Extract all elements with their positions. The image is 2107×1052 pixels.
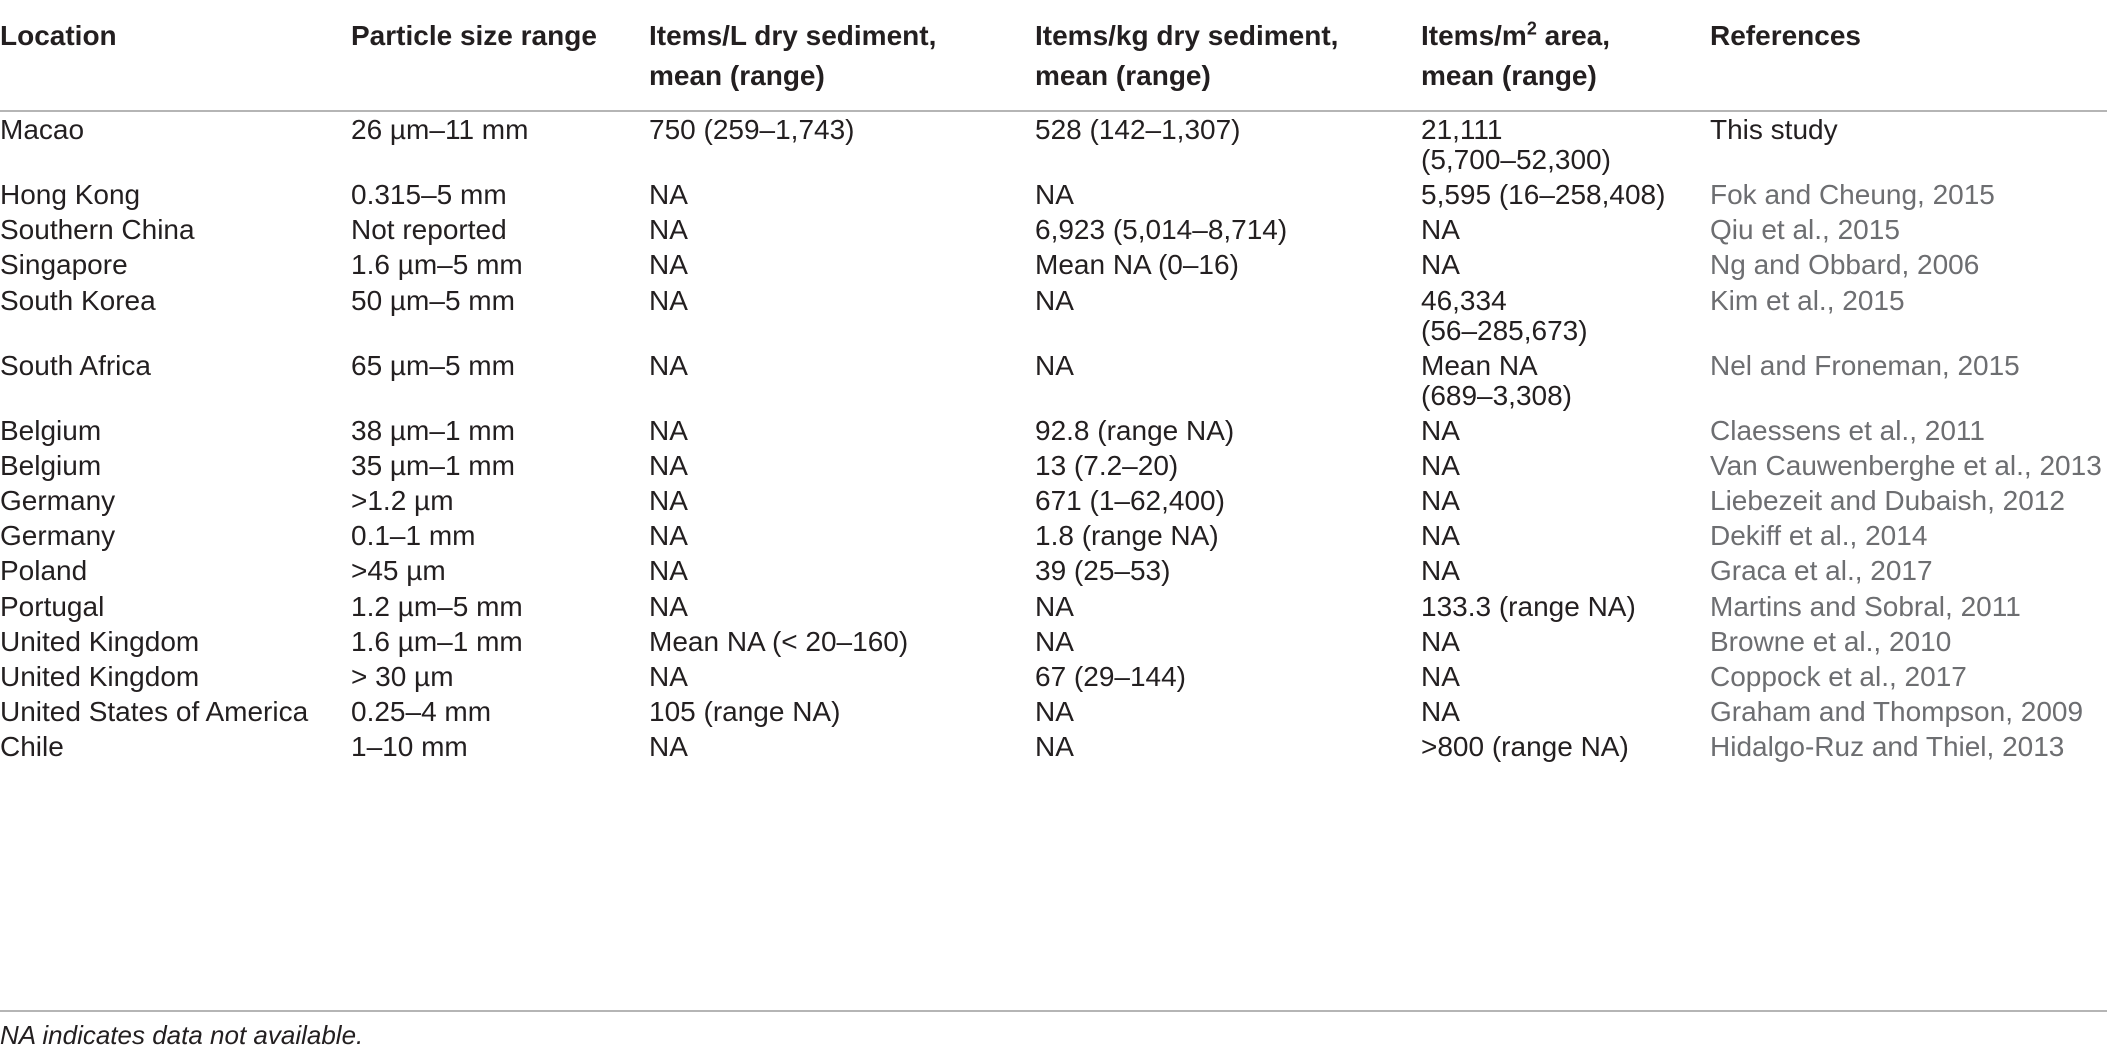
cell-items-per-m2-line2: (56–285,673) (1421, 314, 1588, 346)
cell-items-per-l: NA (649, 414, 688, 446)
cell-reference: Fok and Cheung, 2015 (1710, 179, 1995, 210)
cell-location: Portugal (0, 590, 105, 622)
cell-items-per-m2: NA (1421, 249, 1460, 281)
cell-items-per-m2: 5,595 (16–258,408) (1421, 179, 1666, 210)
cell-particle-size: 0.1–1 mm (351, 520, 476, 552)
cell-items-per-m2: NA (1421, 555, 1460, 587)
cell-items-per-m2-line1: Mean NA (1421, 349, 1538, 381)
cell-particle-size: 38 µm–1 mm (351, 414, 515, 446)
table-row (0, 175, 2107, 210)
cell-items-per-kg: 671 (1–62,400) (1035, 485, 1225, 516)
cell-location: Southern China (0, 214, 195, 246)
cell-items-per-m2-line1: 46,334 (1421, 284, 1507, 316)
cell-items-per-kg: Mean NA (0–16) (1035, 249, 1239, 281)
cell-items-per-m2-line1: 21,111 (1421, 114, 1503, 145)
cell-items-per-kg: NA (1035, 349, 1074, 381)
cell-items-per-kg: NA (1035, 590, 1074, 622)
cell-items-per-m2-line2: (689–3,308) (1421, 379, 1573, 411)
table-row (0, 245, 2107, 280)
table-row (0, 516, 2107, 551)
table-row (0, 210, 2107, 245)
cell-items-per-kg: NA (1035, 179, 1074, 210)
header-items-per-l-line2: mean (range) (649, 60, 825, 91)
cell-reference: Dekiff et al., 2014 (1710, 520, 1928, 552)
table-row (0, 446, 2107, 481)
cell-items-per-m2: NA (1421, 520, 1460, 552)
cell-reference: Qiu et al., 2015 (1710, 214, 1900, 246)
table-header-row (0, 0, 2107, 114)
cell-items-per-l: NA (649, 214, 688, 246)
header-items-per-kg-line2: mean (range) (1035, 60, 1211, 91)
header-location: Location (0, 20, 117, 51)
cell-reference: Ng and Obbard, 2006 (1710, 249, 1980, 281)
table-row (0, 692, 2107, 727)
cell-location: Germany (0, 485, 116, 516)
cell-reference: Graca et al., 2017 (1710, 555, 1933, 587)
table-bottom-divider (0, 1010, 2107, 1012)
table-row (0, 110, 2107, 175)
cell-items-per-kg: NA (1035, 731, 1074, 763)
cell-reference: Coppock et al., 2017 (1710, 661, 1967, 692)
cell-reference: Van Cauwenberghe et al., 2013 (1710, 449, 2102, 481)
header-items-per-m2-line2: mean (range) (1421, 60, 1597, 91)
table-row (0, 551, 2107, 586)
cell-items-per-m2: NA (1421, 214, 1460, 246)
cell-location: Belgium (0, 449, 102, 481)
cell-reference: Kim et al., 2015 (1710, 284, 1905, 316)
cell-reference: This study (1710, 114, 1838, 145)
cell-particle-size: >45 µm (351, 555, 446, 587)
header-particle-size: Particle size range (351, 20, 597, 51)
table-footnote: NA indicates data not available. (0, 1020, 364, 1050)
cell-reference: Liebezeit and Dubaish, 2012 (1710, 485, 2065, 516)
cell-reference: Claessens et al., 2011 (1710, 414, 1985, 446)
cell-particle-size: 65 µm–5 mm (351, 349, 515, 381)
cell-items-per-l: NA (649, 731, 688, 763)
cell-reference: Martins and Sobral, 2011 (1710, 590, 2021, 622)
cell-items-per-l: NA (649, 284, 688, 316)
cell-items-per-m2-line2: (5,700–52,300) (1421, 144, 1611, 175)
cell-items-per-l: NA (649, 349, 688, 381)
header-items-per-kg-line1: Items/kg dry sediment, (1035, 20, 1339, 51)
cell-items-per-kg: 13 (7.2–20) (1035, 449, 1179, 481)
table-row (0, 346, 2107, 411)
cell-items-per-kg: NA (1035, 696, 1074, 728)
table-row (0, 281, 2107, 346)
header-items-per-l-line1: Items/L dry sediment, (649, 20, 937, 51)
cell-location: Germany (0, 520, 116, 552)
header-items-per-m2-suffix: area, (1536, 20, 1611, 51)
header-items-per-kg (1035, 16, 1338, 96)
cell-items-per-kg: 528 (142–1,307) (1035, 114, 1241, 145)
header-items-per-m2-prefix: Items/m (1421, 20, 1527, 51)
cell-items-per-l: Mean NA (< 20–160) (649, 625, 909, 657)
cell-location: United Kingdom (0, 661, 200, 692)
cell-items-per-l: NA (649, 249, 688, 281)
table-row (0, 657, 2107, 692)
cell-location: South Korea (0, 284, 156, 316)
cell-items-per-l: NA (649, 555, 688, 587)
cell-location: Poland (0, 555, 88, 587)
cell-particle-size: 0.25–4 mm (351, 696, 492, 728)
header-items-per-m2-sup: 2 (1526, 18, 1537, 39)
cell-particle-size: 0.315–5 mm (351, 179, 507, 210)
cell-location: Chile (0, 731, 64, 763)
cell-items-per-m2: NA (1421, 625, 1460, 657)
header-items-per-m2-line1 (1421, 16, 1610, 56)
cell-items-per-l: NA (649, 449, 688, 481)
cell-reference: Graham and Thompson, 2009 (1710, 696, 2084, 728)
cell-items-per-l: NA (649, 661, 688, 692)
cell-location: Macao (0, 114, 85, 145)
cell-items-per-m2 (1421, 110, 1611, 180)
cell-items-per-l: NA (649, 485, 688, 516)
cell-location: Belgium (0, 414, 102, 446)
cell-particle-size: > 30 µm (351, 661, 454, 692)
cell-items-per-l: NA (649, 179, 688, 210)
cell-particle-size: 1–10 mm (351, 731, 468, 763)
cell-items-per-m2: 133.3 (range NA) (1421, 590, 1636, 622)
cell-particle-size: 1.6 µm–5 mm (351, 249, 523, 281)
header-references: References (1710, 20, 1861, 51)
cell-particle-size: 1.2 µm–5 mm (351, 590, 523, 622)
table-row (0, 622, 2107, 657)
cell-items-per-kg: NA (1035, 284, 1074, 316)
cell-items-per-m2: NA (1421, 696, 1460, 728)
cell-location: Hong Kong (0, 179, 141, 210)
cell-items-per-l: NA (649, 590, 688, 622)
cell-items-per-m2: NA (1421, 414, 1460, 446)
cell-location: United States of America (0, 696, 309, 728)
cell-items-per-kg: 67 (29–144) (1035, 661, 1187, 692)
cell-items-per-m2: NA (1421, 485, 1460, 516)
header-items-per-m2 (1421, 16, 1610, 96)
cell-items-per-l: NA (649, 520, 688, 552)
header-items-per-l (649, 16, 936, 96)
cell-particle-size: 35 µm–1 mm (351, 449, 515, 481)
cell-items-per-m2 (1421, 346, 1572, 416)
table-row (0, 587, 2107, 622)
cell-reference: Browne et al., 2010 (1710, 625, 1952, 657)
table-row (0, 481, 2107, 516)
cell-location: United Kingdom (0, 625, 200, 657)
cell-items-per-l: 750 (259–1,743) (649, 114, 855, 145)
table-row (0, 727, 2107, 762)
cell-reference: Nel and Froneman, 2015 (1710, 349, 2020, 381)
cell-particle-size: 26 µm–11 mm (351, 114, 529, 145)
cell-particle-size: >1.2 µm (351, 485, 454, 516)
cell-location: Singapore (0, 249, 128, 281)
cell-reference: Hidalgo-Ruz and Thiel, 2013 (1710, 731, 2065, 763)
cell-items-per-kg: 92.8 (range NA) (1035, 414, 1235, 446)
cell-items-per-m2: NA (1421, 449, 1460, 481)
cell-items-per-l: 105 (range NA) (649, 696, 841, 728)
cell-particle-size: 50 µm–5 mm (351, 284, 515, 316)
cell-particle-size: Not reported (351, 214, 507, 246)
cell-items-per-m2 (1421, 281, 1588, 351)
cell-items-per-kg: NA (1035, 625, 1074, 657)
table-row (0, 411, 2107, 446)
cell-items-per-kg: 6,923 (5,014–8,714) (1035, 214, 1288, 246)
cell-particle-size: 1.6 µm–1 mm (351, 625, 523, 657)
cell-items-per-m2: >800 (range NA) (1421, 731, 1629, 763)
cell-items-per-kg: 1.8 (range NA) (1035, 520, 1219, 552)
cell-items-per-m2: NA (1421, 661, 1460, 692)
cell-location: South Africa (0, 349, 151, 381)
cell-items-per-kg: 39 (25–53) (1035, 555, 1171, 587)
